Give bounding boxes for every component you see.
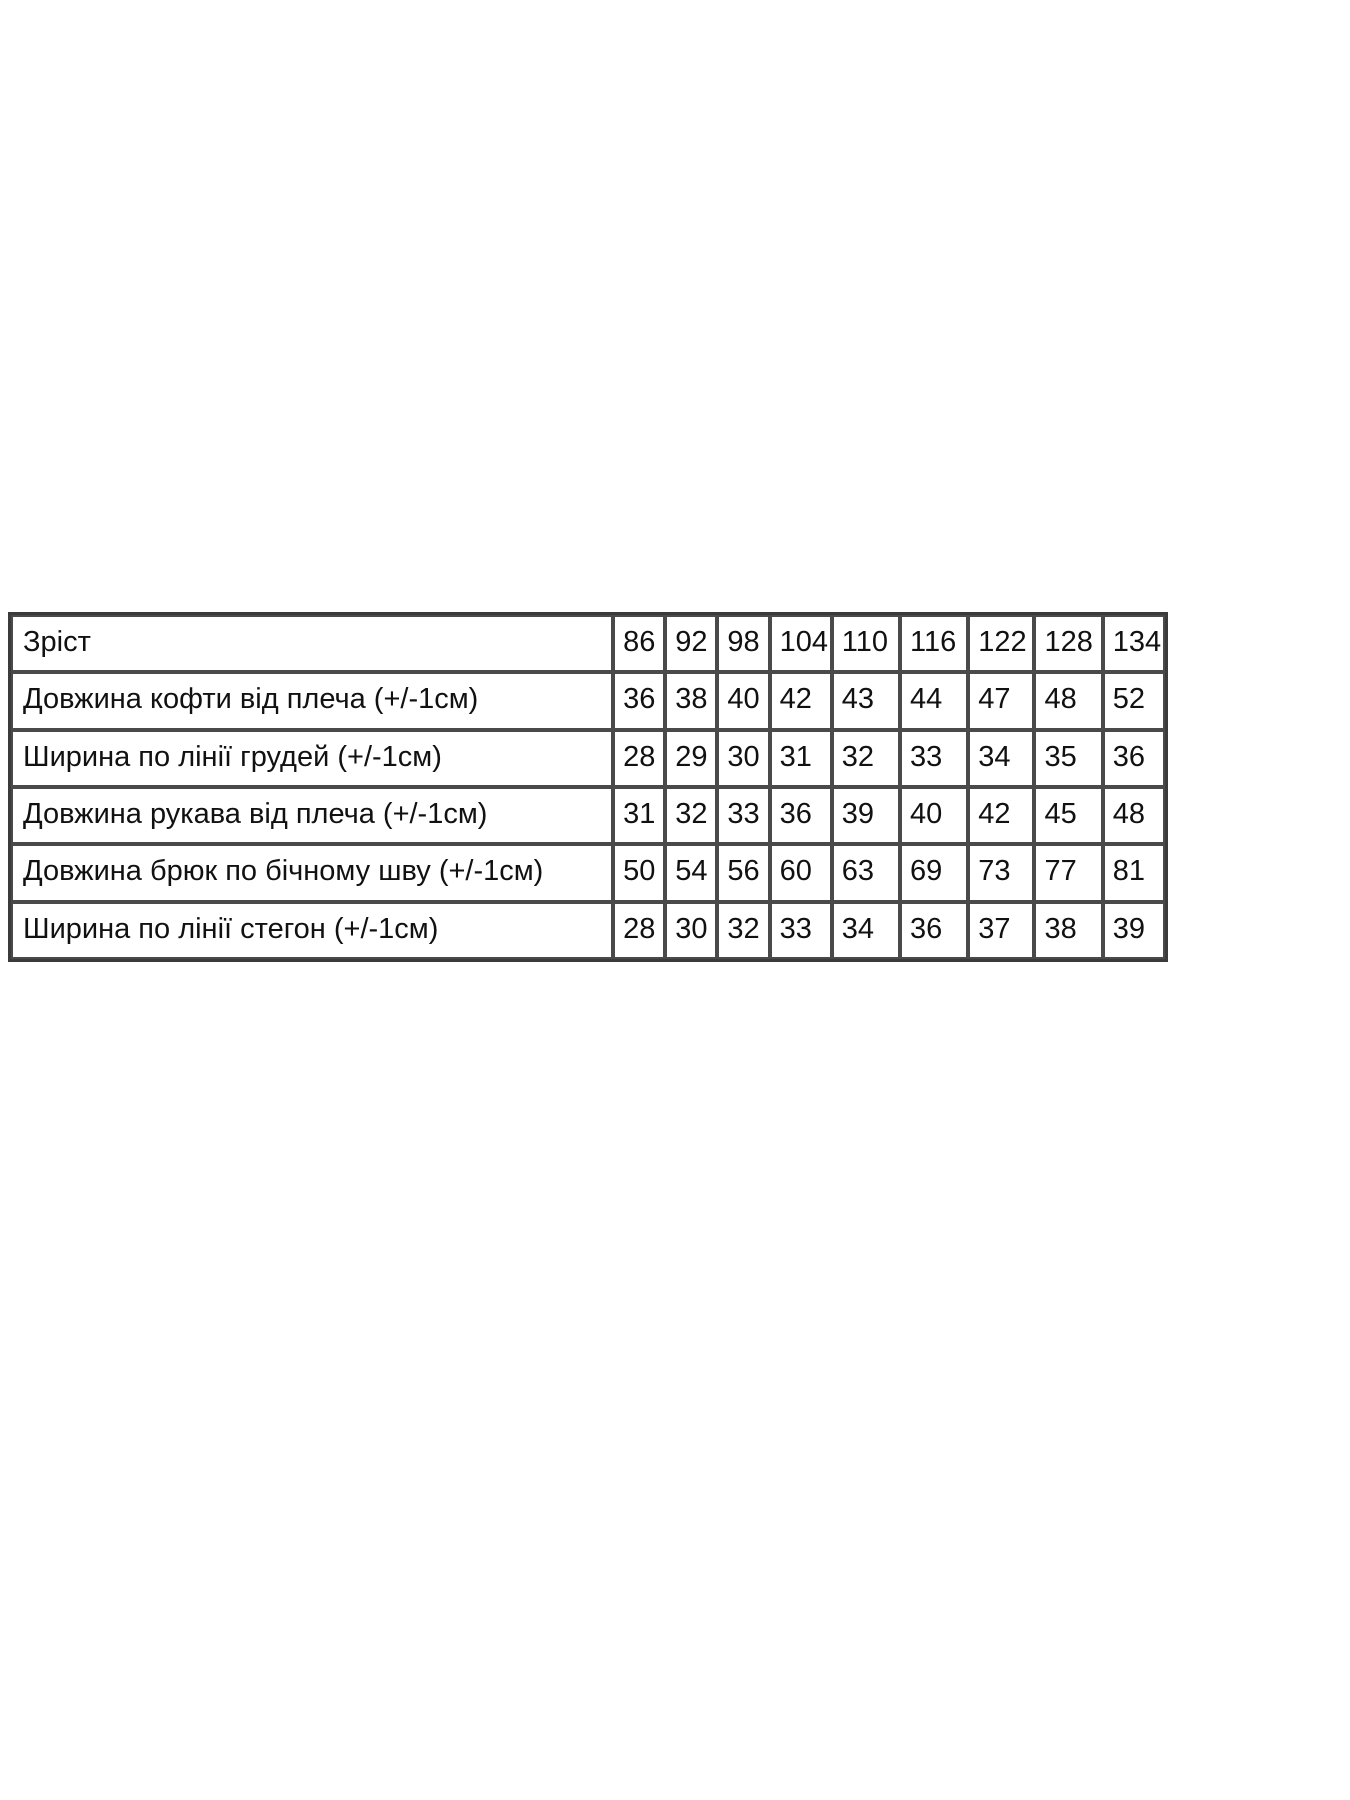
row-label: Довжина кофти від плеча (+/-1см): [11, 672, 613, 729]
cell-value: 45: [1034, 787, 1102, 844]
cell-value: 44: [900, 672, 968, 729]
row-label: Ширина по лінії грудей (+/-1см): [11, 730, 613, 787]
cell-value: 36: [770, 787, 832, 844]
cell-value: 92: [665, 615, 717, 672]
cell-value: 42: [770, 672, 832, 729]
cell-value: 36: [1103, 730, 1165, 787]
cell-value: 42: [968, 787, 1034, 844]
cell-value: 104: [770, 615, 832, 672]
cell-value: 36: [613, 672, 665, 729]
cell-value: 30: [717, 730, 769, 787]
cell-value: 73: [968, 844, 1034, 901]
table-row: [11, 902, 1165, 959]
row-label: Довжина рукава від плеча (+/-1см): [11, 787, 613, 844]
cell-value: 128: [1034, 615, 1102, 672]
cell-value: 134: [1103, 615, 1165, 672]
cell-value: 60: [770, 844, 832, 901]
cell-value: 86: [613, 615, 665, 672]
cell-value: 98: [717, 615, 769, 672]
cell-value: 48: [1103, 787, 1165, 844]
cell-value: 50: [613, 844, 665, 901]
cell-value: 40: [717, 672, 769, 729]
cell-value: 33: [717, 787, 769, 844]
size-chart-table: [8, 612, 1168, 962]
cell-value: 122: [968, 615, 1034, 672]
cell-value: 39: [832, 787, 900, 844]
cell-value: 33: [770, 902, 832, 959]
cell-value: 34: [832, 902, 900, 959]
row-label: Зріст: [11, 615, 613, 672]
cell-value: 77: [1034, 844, 1102, 901]
cell-value: 40: [900, 787, 968, 844]
cell-value: 36: [900, 902, 968, 959]
cell-value: 34: [968, 730, 1034, 787]
cell-value: 52: [1103, 672, 1165, 729]
table-row: [11, 672, 1165, 729]
cell-value: 30: [665, 902, 717, 959]
cell-value: 32: [665, 787, 717, 844]
cell-value: 35: [1034, 730, 1102, 787]
cell-value: 32: [717, 902, 769, 959]
table-row: [11, 730, 1165, 787]
table-row: [11, 844, 1165, 901]
cell-value: 37: [968, 902, 1034, 959]
cell-value: 54: [665, 844, 717, 901]
cell-value: 81: [1103, 844, 1165, 901]
cell-value: 63: [832, 844, 900, 901]
size-chart-container: [8, 612, 1168, 962]
cell-value: 116: [900, 615, 968, 672]
cell-value: 69: [900, 844, 968, 901]
cell-value: 38: [1034, 902, 1102, 959]
cell-value: 48: [1034, 672, 1102, 729]
cell-value: 29: [665, 730, 717, 787]
cell-value: 31: [770, 730, 832, 787]
table-row: [11, 615, 1165, 672]
cell-value: 110: [832, 615, 900, 672]
table-row: [11, 787, 1165, 844]
cell-value: 43: [832, 672, 900, 729]
cell-value: 33: [900, 730, 968, 787]
cell-value: 39: [1103, 902, 1165, 959]
cell-value: 31: [613, 787, 665, 844]
row-label: Довжина брюк по бічному шву (+/-1см): [11, 844, 613, 901]
cell-value: 47: [968, 672, 1034, 729]
cell-value: 32: [832, 730, 900, 787]
cell-value: 28: [613, 902, 665, 959]
row-label: Ширина по лінії стегон (+/-1см): [11, 902, 613, 959]
cell-value: 38: [665, 672, 717, 729]
cell-value: 28: [613, 730, 665, 787]
cell-value: 56: [717, 844, 769, 901]
